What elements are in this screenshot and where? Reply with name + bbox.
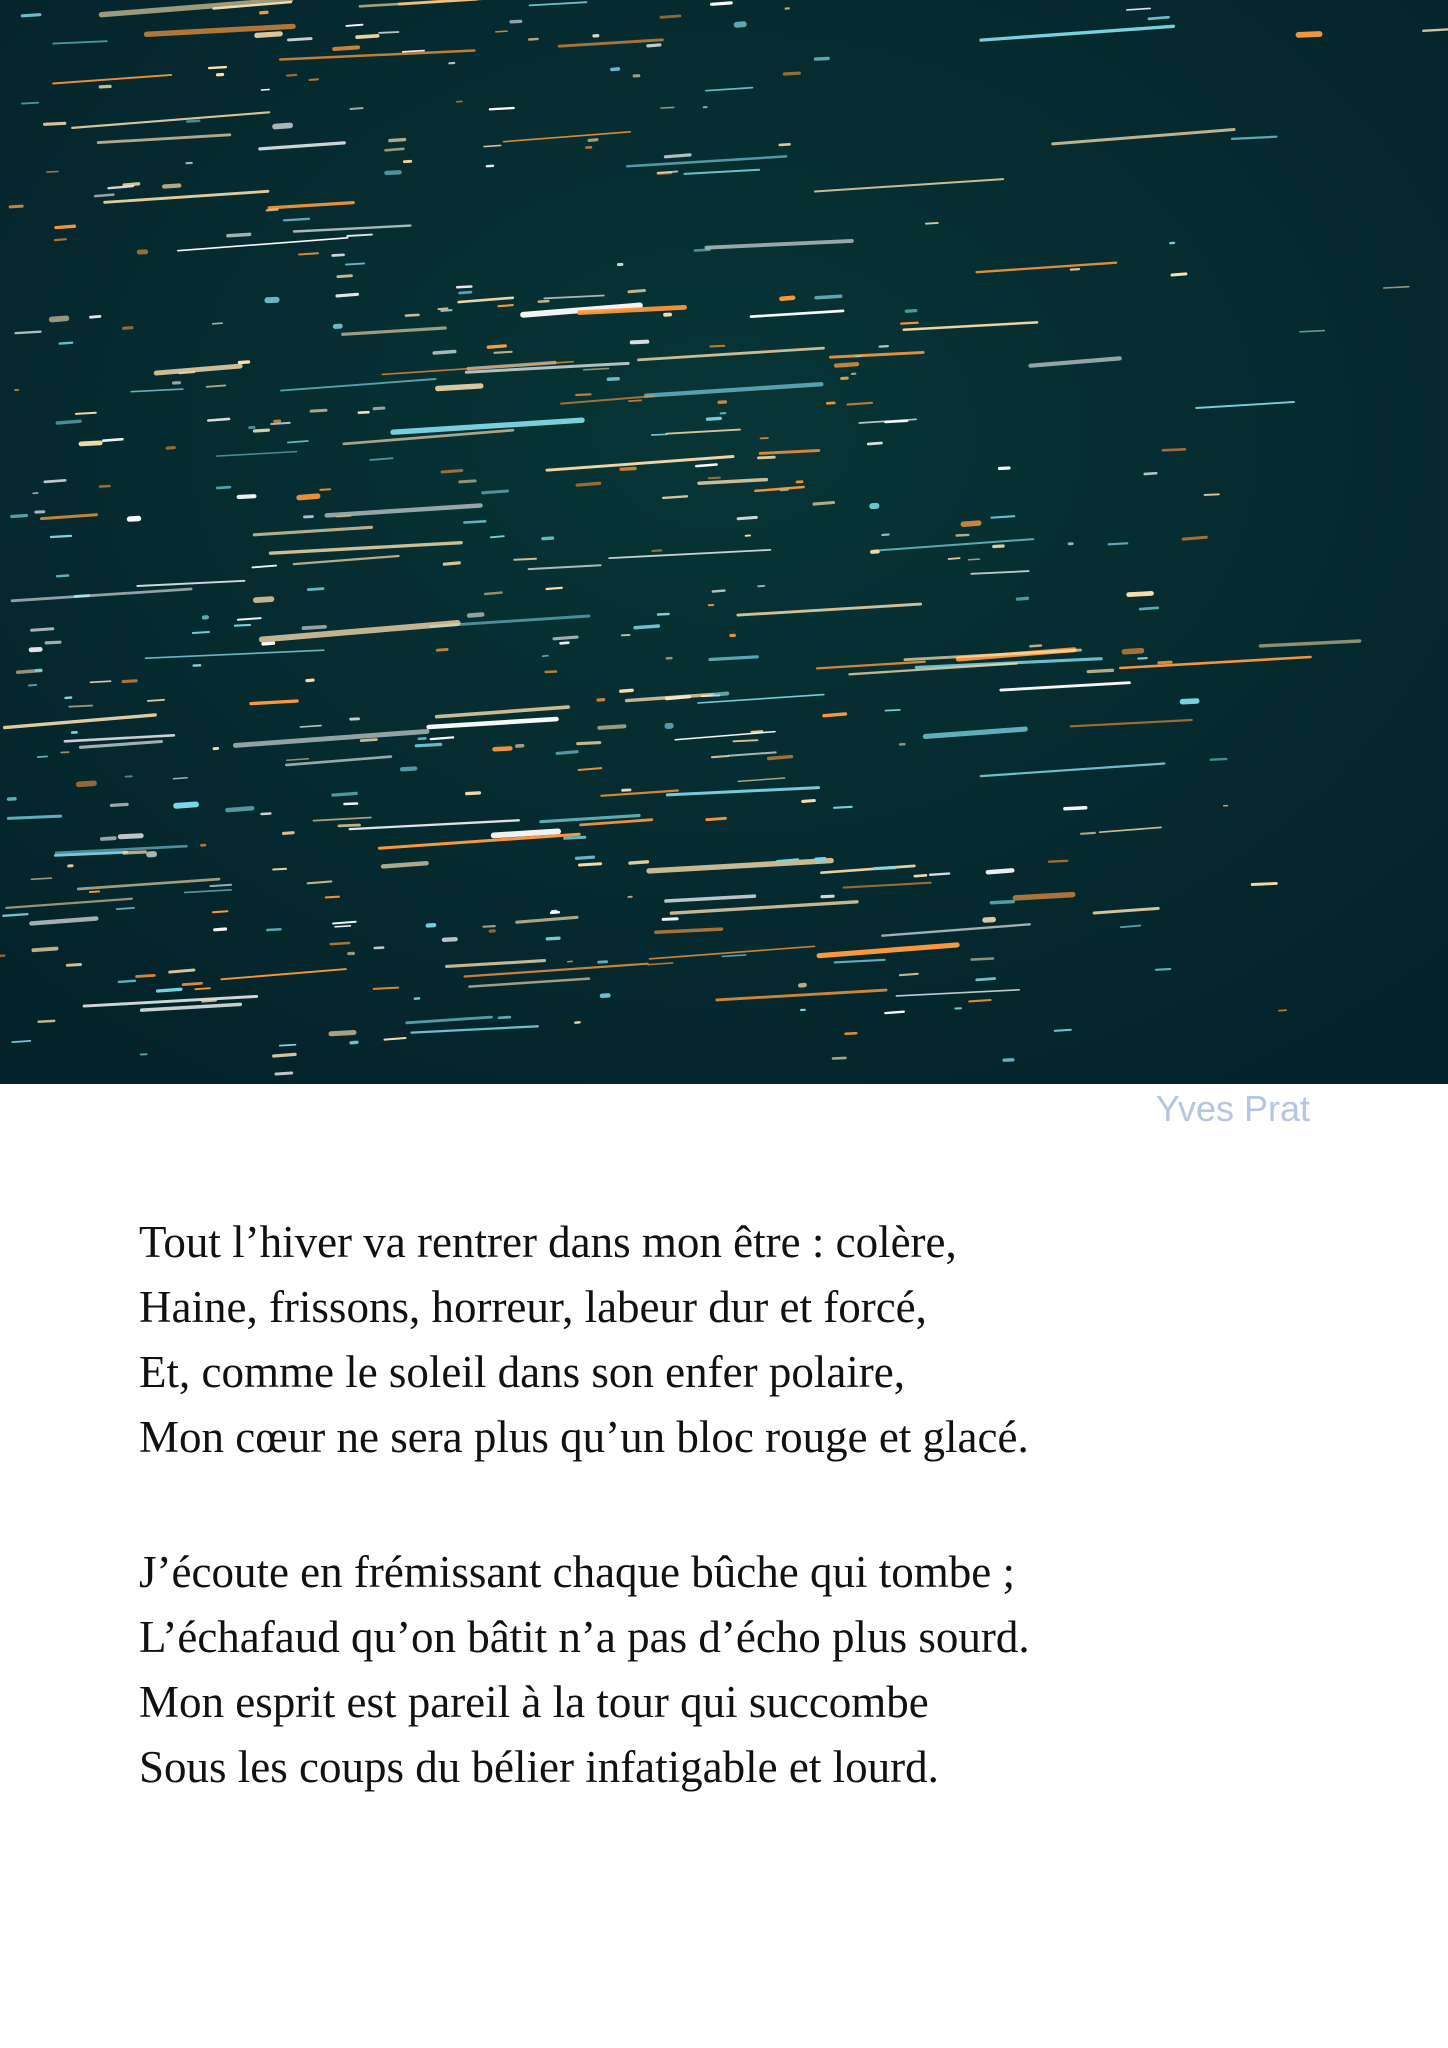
- light-streak: [39, 1021, 55, 1022]
- light-streak: [441, 310, 451, 311]
- light-streak: [284, 219, 309, 221]
- light-streak: [781, 298, 793, 299]
- light-streak: [213, 911, 228, 912]
- light-streak: [915, 875, 926, 876]
- light-streak: [331, 1033, 354, 1034]
- stanza-1: [139, 1210, 1339, 1470]
- photo-credit: Yves Prat: [1155, 1088, 1310, 1129]
- light-streak: [1183, 701, 1197, 702]
- verse-line: J’écoute en frémissant chaque bûche qui tombe ;: [139, 1547, 1015, 1597]
- light-streak: [469, 615, 482, 616]
- light-streak: [1088, 670, 1112, 671]
- light-streak: [1299, 34, 1320, 35]
- light-streak: [10, 206, 22, 207]
- light-streak: [554, 637, 577, 639]
- light-streak: [90, 891, 99, 892]
- light-streak: [1172, 274, 1186, 275]
- light-streak: [95, 195, 113, 197]
- light-streak: [45, 123, 65, 124]
- light-streak: [949, 558, 960, 559]
- light-streak: [665, 155, 690, 157]
- light-streak: [514, 559, 536, 560]
- verse-line: Mon esprit est pareil à la tour qui succombe: [139, 1677, 929, 1727]
- light-streak: [262, 814, 271, 815]
- light-streak: [713, 591, 725, 592]
- verse-line: Sous les coups du bélier infatigable et lourd.: [139, 1742, 939, 1792]
- light-streak: [901, 323, 918, 324]
- light-streak: [712, 3, 732, 4]
- light-streak: [709, 478, 720, 479]
- light-streak: [543, 538, 553, 539]
- light-streak: [707, 818, 726, 819]
- light-streak: [22, 15, 40, 16]
- light-streak: [906, 311, 915, 312]
- light-streak: [577, 857, 594, 858]
- light-streak: [1183, 537, 1206, 539]
- verse-line: Haine, frissons, horreur, labeur dur et forcé,: [139, 1282, 927, 1332]
- light-streak: [444, 563, 459, 564]
- light-streak: [32, 629, 53, 630]
- light-streak: [994, 546, 1003, 547]
- light-streak: [261, 12, 267, 13]
- light-streak: [780, 144, 790, 145]
- light-streak: [267, 210, 278, 211]
- light-streak: [351, 1042, 357, 1043]
- light-streak: [1140, 608, 1158, 609]
- light-streak: [885, 421, 907, 422]
- light-streak: [255, 430, 269, 431]
- light-streak: [333, 793, 356, 795]
- light-streak: [737, 24, 744, 25]
- light-streak: [374, 988, 399, 989]
- light-streak: [1145, 473, 1156, 474]
- light-streak: [273, 869, 286, 870]
- light-streak: [12, 1041, 30, 1042]
- light-streak: [444, 939, 456, 940]
- light-streak: [1205, 494, 1219, 495]
- light-streak: [379, 32, 398, 33]
- light-streak: [52, 318, 67, 319]
- light-streak: [557, 752, 577, 754]
- light-streak: [1030, 646, 1041, 647]
- light-streak: [374, 408, 384, 409]
- light-streak: [299, 496, 318, 498]
- light-streak: [652, 550, 661, 551]
- light-streak: [337, 294, 357, 296]
- light-streak: [885, 1012, 904, 1013]
- light-streak: [120, 836, 141, 837]
- light-streak: [359, 412, 369, 413]
- light-streak: [55, 239, 66, 240]
- light-streak: [580, 864, 601, 865]
- light-streak: [193, 632, 209, 633]
- light-streak: [900, 974, 918, 975]
- light-streak: [834, 807, 852, 808]
- light-streak: [561, 643, 569, 644]
- light-streak: [262, 90, 270, 91]
- verse-line: Mon cœur ne sera plus qu’un bloc rouge et glacé.: [139, 1412, 1029, 1462]
- light-streak: [875, 868, 896, 869]
- light-streak: [45, 480, 65, 482]
- light-streak: [629, 400, 641, 401]
- light-streak: [499, 305, 513, 306]
- light-streak: [578, 743, 600, 744]
- light-streak: [1055, 1030, 1071, 1031]
- light-streak: [621, 690, 632, 691]
- light-streak: [695, 250, 710, 251]
- light-streak: [816, 296, 841, 297]
- light-streak: [47, 172, 58, 173]
- light-streak: [589, 140, 597, 141]
- light-streak: [499, 1017, 510, 1018]
- light-streak: [485, 593, 502, 594]
- light-streak: [648, 45, 660, 46]
- light-streak: [130, 519, 139, 520]
- light-streak: [652, 434, 667, 435]
- light-streak: [752, 731, 763, 732]
- light-streak: [213, 323, 222, 324]
- light-streak: [124, 328, 132, 329]
- light-streak: [769, 757, 792, 759]
- light-streak: [822, 896, 833, 897]
- light-streak: [460, 292, 471, 293]
- light-streak: [289, 39, 312, 40]
- light-streak: [992, 516, 1015, 518]
- light-streak: [102, 838, 115, 839]
- light-streak: [439, 308, 448, 309]
- light-streak: [176, 804, 196, 805]
- light-streak: [733, 740, 757, 741]
- light-streak: [969, 559, 980, 560]
- light-streak: [331, 943, 350, 944]
- light-streak: [209, 67, 226, 68]
- light-streak: [267, 929, 280, 930]
- light-streak: [957, 535, 969, 536]
- light-streak: [437, 649, 447, 650]
- light-streak: [546, 672, 556, 673]
- light-streak: [715, 694, 728, 695]
- light-streak: [577, 483, 599, 485]
- light-streak: [158, 989, 181, 991]
- light-streak: [284, 833, 294, 834]
- light-streak: [511, 21, 521, 22]
- light-streak: [972, 959, 993, 960]
- light-streak: [304, 627, 326, 628]
- light-streak: [599, 962, 607, 963]
- light-streak: [930, 874, 949, 875]
- light-streak: [712, 756, 728, 757]
- light-streak: [496, 31, 507, 32]
- light-streak: [60, 343, 72, 344]
- light-streak: [124, 852, 145, 853]
- light-streak: [275, 125, 290, 126]
- light-streak: [280, 1045, 296, 1046]
- light-streak: [814, 503, 834, 505]
- light-streak: [307, 680, 313, 681]
- light-streak: [227, 808, 252, 810]
- light-streak: [663, 496, 687, 498]
- light-streak: [123, 681, 136, 682]
- light-streak: [1156, 969, 1170, 970]
- light-streak: [112, 804, 128, 805]
- light-streak: [215, 929, 226, 930]
- light-streak: [167, 448, 174, 449]
- light-streak: [117, 908, 134, 909]
- light-streak: [100, 86, 110, 87]
- light-streak: [621, 469, 635, 470]
- light-streak: [803, 801, 815, 802]
- light-streak: [977, 979, 995, 980]
- light-streak: [333, 255, 344, 256]
- light-streak: [495, 352, 512, 353]
- light-streak: [164, 186, 179, 187]
- light-streak: [494, 831, 558, 835]
- light-streak: [56, 226, 74, 227]
- light-streak: [339, 825, 360, 826]
- light-streak: [1071, 269, 1079, 270]
- light-streak: [310, 79, 318, 80]
- light-streak: [464, 521, 485, 522]
- light-streak: [416, 744, 440, 745]
- light-streak: [38, 756, 48, 757]
- light-streak: [148, 700, 164, 701]
- light-streak: [658, 614, 669, 615]
- light-streak: [76, 413, 96, 414]
- light-streak: [868, 443, 881, 444]
- light-streak: [100, 486, 110, 487]
- light-streak: [836, 364, 857, 366]
- light-streak: [57, 576, 68, 577]
- light-streak: [630, 862, 648, 863]
- verse-line: Et, comme le soleil dans son enfer polaire,: [139, 1347, 906, 1397]
- light-streak: [81, 443, 100, 444]
- light-streak: [846, 1033, 857, 1034]
- light-streak: [299, 253, 318, 254]
- light-streak: [457, 287, 471, 288]
- light-streak: [661, 16, 680, 17]
- light-streak: [988, 870, 1012, 872]
- light-streak: [346, 25, 362, 26]
- light-streak: [738, 517, 756, 518]
- light-streak: [12, 516, 27, 517]
- light-streak: [69, 706, 92, 707]
- light-streak: [390, 140, 405, 141]
- light-streak: [228, 234, 250, 235]
- light-streak: [57, 421, 80, 423]
- light-streak: [708, 418, 721, 419]
- light-streak: [833, 1058, 845, 1059]
- light-streak: [91, 681, 111, 682]
- light-streak: [103, 439, 122, 441]
- light-streak: [460, 481, 475, 482]
- light-streak: [308, 589, 323, 590]
- light-streak: [240, 362, 249, 363]
- light-streak: [208, 419, 229, 421]
- light-streak: [311, 410, 326, 411]
- light-streak: [1109, 543, 1128, 544]
- light-streak: [529, 39, 537, 40]
- light-streak: [271, 423, 289, 424]
- light-streak: [880, 346, 888, 347]
- light-streak: [483, 926, 494, 927]
- light-streak: [239, 496, 255, 497]
- light-streak: [387, 172, 400, 173]
- light-streak: [33, 949, 56, 951]
- light-streak: [434, 352, 455, 354]
- light-streak: [629, 291, 645, 292]
- light-streak: [488, 346, 505, 347]
- light-streak: [1081, 833, 1095, 834]
- light-streak: [210, 885, 231, 886]
- light-streak: [402, 769, 415, 770]
- light-streak: [187, 121, 199, 122]
- light-streak: [274, 1054, 295, 1056]
- light-streak: [1138, 658, 1147, 659]
- light-streak: [137, 975, 155, 976]
- light-streak: [467, 793, 480, 794]
- light-streak: [547, 588, 562, 589]
- light-streak: [495, 748, 511, 749]
- light-streak: [287, 75, 296, 76]
- light-streak: [1049, 861, 1067, 862]
- light-streak: [565, 837, 585, 838]
- light-streak: [576, 394, 590, 395]
- poem: [139, 1210, 1339, 1800]
- light-streak: [1017, 598, 1027, 599]
- light-streak: [235, 625, 250, 626]
- light-streak: [183, 983, 202, 984]
- light-streak: [985, 920, 993, 921]
- light-streak: [635, 626, 658, 628]
- light-streak: [963, 523, 978, 524]
- light-streak: [632, 342, 648, 343]
- light-streak: [599, 726, 624, 728]
- light-streak: [203, 1000, 216, 1001]
- light-streak: [759, 457, 775, 458]
- light-streak: [1211, 759, 1227, 760]
- light-streak: [195, 988, 210, 989]
- light-streak: [547, 938, 559, 939]
- light-streak: [1124, 651, 1141, 652]
- light-streak: [263, 643, 274, 644]
- light-streak: [710, 346, 724, 347]
- light-streak: [361, 740, 376, 741]
- light-streak: [663, 919, 677, 920]
- light-streak: [338, 276, 352, 277]
- light-streak: [491, 536, 504, 537]
- light-streak: [29, 685, 36, 686]
- light-streak: [179, 372, 194, 373]
- verse-line: Tout l’hiver va rentrer dans mon être : colère,: [139, 1217, 957, 1267]
- light-streak: [91, 316, 101, 317]
- light-streak: [991, 902, 1013, 903]
- light-streak: [438, 386, 481, 389]
- light-streak: [539, 301, 548, 302]
- light-streak: [351, 108, 363, 109]
- light-streak: [357, 36, 378, 37]
- light-streak: [483, 491, 508, 493]
- light-streak: [1252, 883, 1276, 884]
- light-streak: [1065, 808, 1086, 809]
- light-streak: [276, 1073, 292, 1074]
- light-streak: [784, 73, 799, 74]
- light-streak: [346, 263, 364, 264]
- light-streak: [345, 804, 358, 805]
- light-streak: [67, 965, 80, 966]
- light-streak: [119, 981, 135, 982]
- light-streak: [320, 489, 330, 490]
- light-streak: [217, 487, 230, 488]
- stanza-2: [139, 1540, 1339, 1800]
- light-streak: [816, 59, 829, 60]
- light-streak: [661, 107, 674, 108]
- light-streak: [22, 103, 38, 104]
- light-streak: [386, 149, 404, 151]
- light-streak: [335, 926, 350, 927]
- light-streak: [926, 223, 938, 224]
- light-streak: [326, 897, 339, 898]
- light-streak: [1149, 17, 1169, 19]
- light-streak: [543, 656, 548, 657]
- light-streak: [256, 599, 272, 600]
- light-streak: [1159, 662, 1171, 663]
- light-streak: [882, 535, 888, 536]
- light-streak: [696, 465, 716, 467]
- light-streak: [490, 108, 514, 109]
- light-streak: [1423, 29, 1447, 30]
- light-streak: [334, 47, 358, 49]
- light-streak: [824, 714, 846, 716]
- light-streak: [608, 379, 618, 380]
- light-streak: [612, 69, 618, 70]
- light-streak: [406, 315, 419, 316]
- light-streak: [79, 783, 94, 784]
- light-streak: [16, 332, 41, 333]
- light-streak: [257, 34, 280, 36]
- light-streak: [816, 859, 824, 860]
- light-streak: [124, 184, 139, 185]
- light-streak: [885, 710, 899, 711]
- light-streak: [1000, 468, 1009, 469]
- light-streak: [1129, 593, 1152, 594]
- light-streak: [46, 642, 60, 643]
- light-streak: [51, 536, 71, 537]
- light-streak: [969, 1000, 990, 1001]
- light-streak: [1163, 449, 1185, 450]
- light-streak: [1015, 895, 1072, 898]
- verse-line: L’échafaud qu’on bâtit n’a pas d’écho plus sourd.: [139, 1612, 1030, 1662]
- light-streak: [442, 471, 462, 473]
